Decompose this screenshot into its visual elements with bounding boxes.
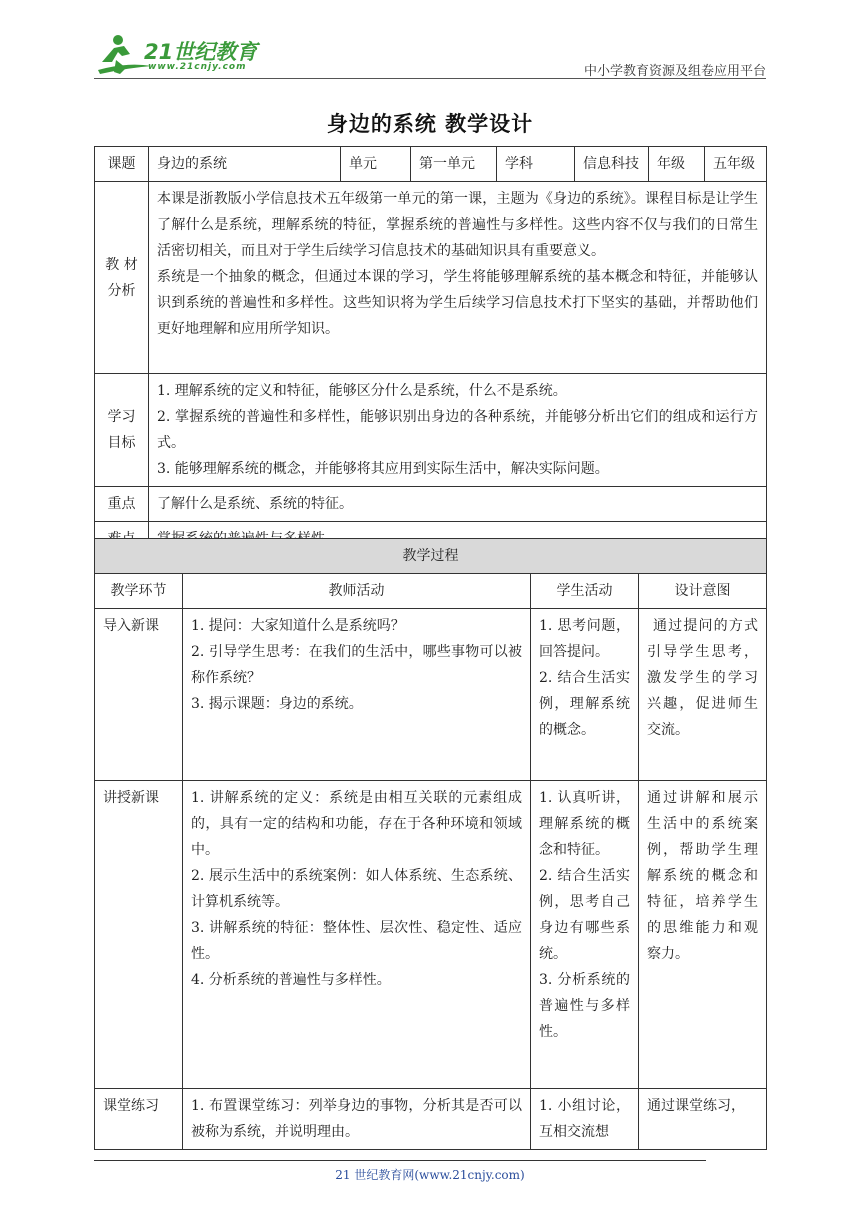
grade-value: 五年级 [705,147,767,182]
student-item: 1. 小组讨论，互相交流想 [539,1098,630,1140]
document-title: 身边的系统 教学设计 [326,111,534,136]
subject-value: 信息科技 [575,147,649,182]
stage-cell: 讲授新课 [95,781,183,1089]
analysis-label-line2: 分析 [107,282,136,299]
info-table [94,146,767,557]
teacher-item: 1. 讲解系统的定义：系统是由相互关联的元素组成的，具有一定的结构和功能，存在于各种环境和领域中。 [191,790,522,858]
process-header: 教学过程 [95,539,767,574]
student-item: 1. 思考问题，回答提问。 [539,618,630,660]
subject-label: 学科 [497,147,575,182]
column-header: 教师活动 [183,574,531,609]
column-header: 教学环节 [95,574,183,609]
goals-label [95,374,149,487]
analysis-paragraph: 本课是浙教版小学信息技术五年级第一单元的第一课，主题为《身边的系统》。课程目标是让学生了解什么是系统，理解系统的特征，掌握系统的普遍性与多样性。这些内容不仅与我们的日常生活密切相关，而且对于学生后续学习信息技术的基础知识具有重要意义。 [157,191,758,259]
analysis-content [149,182,767,374]
student-item: 3. 分析系统的普遍性与多样性。 [539,972,630,1040]
process-table [94,538,767,1150]
goals-content [149,374,767,487]
teacher-item: 3. 讲解系统的特征：整体性、层次性、稳定性、适应性。 [191,920,522,962]
analysis-label [95,182,149,374]
teacher-item: 1. 布置课堂练习：列举身边的事物，分析其是否可以被称为系统，并说明理由。 [191,1098,522,1140]
platform-name: 中小学教育资源及组卷应用平台 [583,64,766,79]
intent-cell: 通过提问的方式引导学生思考，激发学生的学习兴趣，促进师生交流。 [639,609,767,781]
column-header: 学生活动 [531,574,639,609]
student-item: 2. 结合生活实例，思考自己身边有哪些系统。 [539,868,630,962]
student-cell [531,609,639,781]
footer-divider [94,1160,706,1161]
site-logo [96,32,266,78]
process-row [95,1089,767,1150]
unit-label: 单元 [341,147,411,182]
course-value: 身边的系统 [149,147,341,182]
grade-label: 年级 [649,147,705,182]
process-row [95,609,767,781]
teacher-cell [183,781,531,1089]
footer-link[interactable]: 21 世纪教育网(www.21cnjy.com) [335,1168,525,1182]
teacher-item: 2. 展示生活中的系统案例：如人体系统、生态系统、计算机系统等。 [191,868,522,910]
student-item: 1. 认真听讲，理解系统的概念和特征。 [539,790,630,858]
student-cell [531,1089,639,1150]
header-divider [94,78,766,79]
intent-cell: 通过讲解和展示生活中的系统案例，帮助学生理解系统的概念和特征，培养学生的思维能力和观察力。 [639,781,767,1089]
intent-cell: 通过课堂练习， [639,1089,767,1150]
teacher-item: 2. 引导学生思考：在我们的生活中，哪些事物可以被称作系统？ [191,644,522,686]
student-cell [531,781,639,1089]
key-point-value: 了解什么是系统、系统的特征。 [149,487,767,522]
teacher-item: 1. 提问：大家知道什么是系统吗？ [191,618,405,634]
analysis-paragraph: 系统是一个抽象的概念，但通过本课的学习，学生将能够理解系统的基本概念和特征，并能够认识到系统的普遍性和多样性。这些知识将为学生后续学习信息技术打下坚实的基础，并帮助他们更好地理解和应用所学知识。 [157,269,758,337]
teacher-cell [183,609,531,781]
key-point-label: 重点 [95,487,149,522]
analysis-label-line1: 教 材 [105,256,138,273]
student-item: 2. 结合生活实例，理解系统的概念。 [539,670,630,738]
goal-item: 2. 掌握系统的普遍性和多样性，能够识别出身边的各种系统，并能够分析出它们的组成和运行方式。 [157,409,758,451]
logo-url: www.21cnjy.com [148,62,247,72]
course-label: 课题 [95,147,149,182]
process-row [95,781,767,1089]
goals-label-line2: 目标 [107,435,136,451]
unit-value: 第一单元 [411,147,497,182]
teacher-item: 3. 揭示课题：身边的系统。 [191,696,363,712]
logo-text: 21世纪教育 [144,40,258,64]
goal-item: 1. 理解系统的定义和特征，能够区分什么是系统，什么不是系统。 [157,383,567,399]
teacher-item: 4. 分析系统的普遍性与多样性。 [191,972,391,988]
column-header: 设计意图 [639,574,767,609]
teacher-cell [183,1089,531,1150]
goals-label-line1: 学习 [107,409,136,425]
stage-cell: 导入新课 [95,609,183,781]
stage-cell: 课堂练习 [95,1089,183,1150]
goal-item: 3. 能够理解系统的概念，并能够将其应用到实际生活中，解决实际问题。 [157,461,609,477]
